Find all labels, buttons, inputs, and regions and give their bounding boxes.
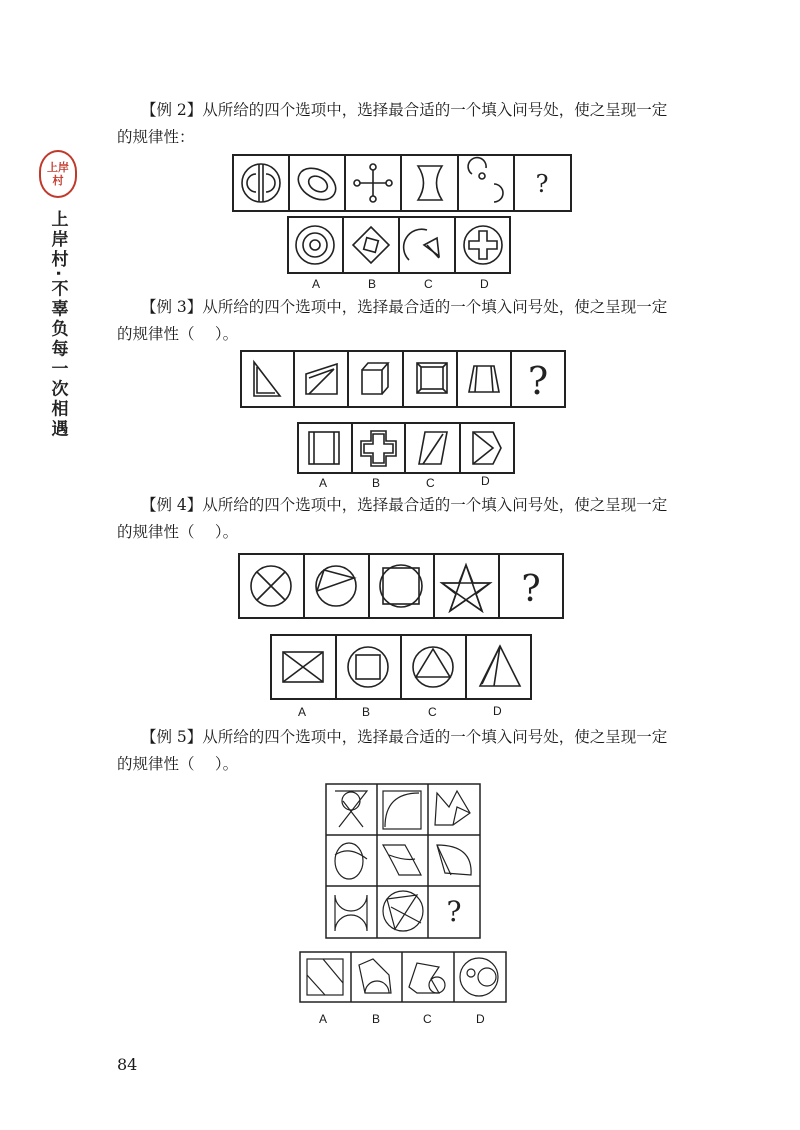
example-5-body-2: 的规律性（ ）。 [117, 755, 239, 773]
ex5-option-a-label: A [319, 1012, 328, 1026]
example-2-body: 从所给的四个选项中，选择最合适的一个填入问号处，使之呈现一定 [202, 101, 668, 119]
option-c-label: C [424, 277, 433, 291]
option-b-label: B [368, 277, 377, 291]
question-mark-2: ? [527, 359, 549, 403]
ex5-option-c-label: C [423, 1012, 432, 1026]
seal-line-1: 上岸 [47, 161, 69, 174]
example-4-body: 从所给的四个选项中，选择最合适的一个填入问号处，使之呈现一定 [202, 496, 668, 514]
example-4-question-figure [238, 553, 564, 619]
example-4-body-2: 的规律性（ ）。 [117, 523, 239, 541]
example-2-text [117, 97, 697, 151]
example-3-head: 【例 3】 [141, 298, 203, 316]
ex4-option-b-label: B [362, 705, 371, 719]
example-4-text [117, 492, 697, 546]
option-a-label: A [312, 277, 321, 291]
question-mark-3: ? [521, 569, 541, 610]
ex3-option-b-label: B [372, 476, 381, 490]
sidebar [38, 150, 78, 439]
ex4-option-c-label: C [428, 705, 437, 719]
example-5-grid-figure [325, 783, 481, 939]
ex4-option-d-label: D [493, 704, 502, 718]
example-3-body-2: 的规律性（ ）。 [117, 325, 239, 343]
ex5-option-d-label: D [476, 1012, 485, 1026]
question-mark: ? [535, 170, 549, 198]
option-d-label: D [480, 277, 489, 291]
example-3-body: 从所给的四个选项中，选择最合适的一个填入问号处，使之呈现一定 [202, 298, 668, 316]
ex5-option-b-label: B [372, 1012, 381, 1026]
sidebar-slogan: 上岸村·不辜负每一次相遇 [47, 210, 68, 440]
example-4-head: 【例 4】 [141, 496, 203, 514]
example-2-head: 【例 2】 [141, 101, 203, 119]
example-5-head: 【例 5】 [141, 728, 203, 746]
ex3-option-c-label: C [426, 476, 435, 490]
example-2-options-figure [287, 216, 511, 274]
question-mark-4: ? [446, 895, 462, 928]
example-3-options-figure [297, 422, 515, 474]
ex3-option-d-label: D [481, 474, 490, 488]
ex4-option-a-label: A [298, 705, 307, 719]
example-3-question-figure [240, 350, 566, 408]
example-2-question-figure [232, 154, 572, 212]
ex3-option-a-label: A [319, 476, 328, 490]
example-5-body: 从所给的四个选项中，选择最合适的一个填入问号处，使之呈现一定 [202, 728, 668, 746]
seal-line-2: 村 [52, 174, 64, 187]
example-2-body-2: 的规律性： [117, 128, 195, 146]
example-5-options-figure [299, 951, 507, 1003]
page-number: 84 [117, 1055, 138, 1074]
example-4-options-figure [270, 634, 532, 700]
example-3-text [117, 294, 697, 348]
example-5-text [117, 724, 697, 778]
logo-seal [39, 150, 77, 198]
